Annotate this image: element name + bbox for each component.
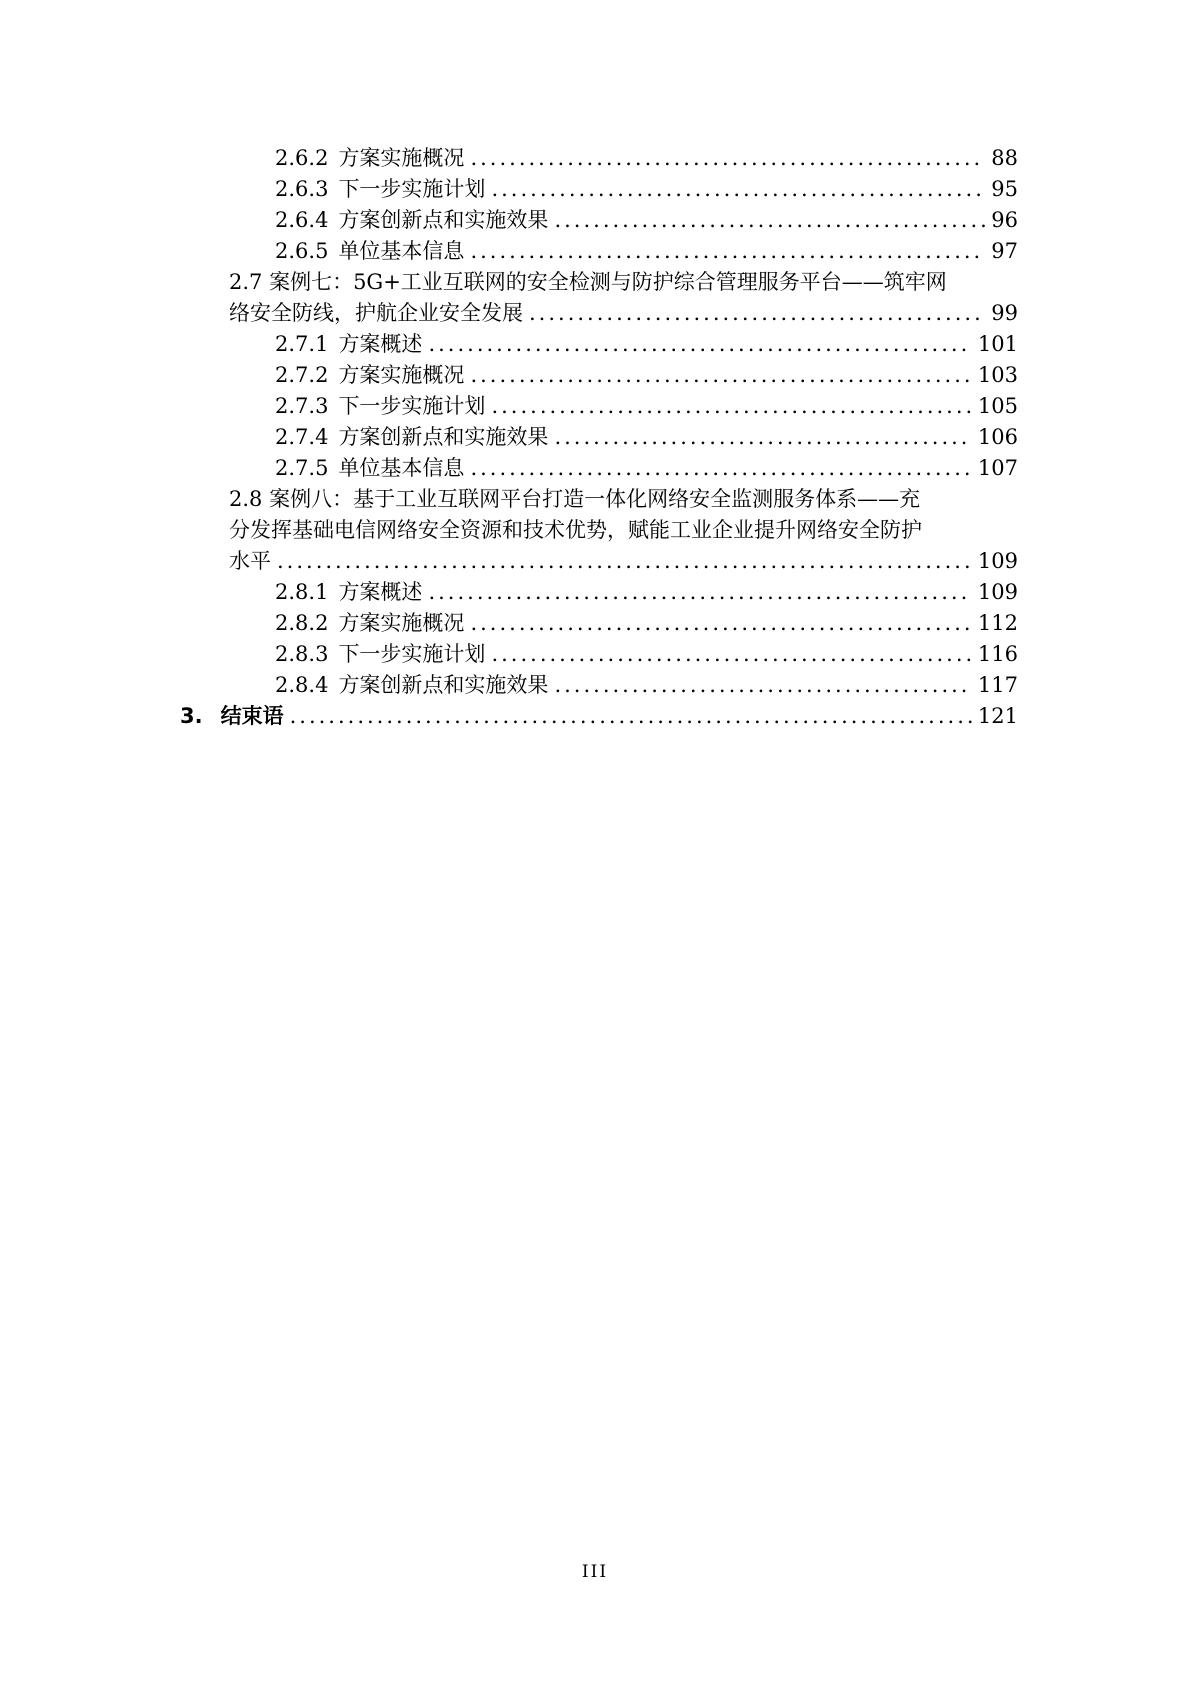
toc-entry-title: 方案概述 (338, 580, 423, 604)
toc-leader-dots (277, 546, 972, 577)
toc-leader-dots (491, 391, 971, 422)
toc-entry-2-7-5[interactable] (275, 453, 1018, 484)
toc-leader-dots (491, 174, 985, 205)
toc-entry-number: 2.7.5 (275, 456, 329, 480)
toc-entry-page: 107 (977, 456, 1018, 480)
toc-entry-number: 2.6.3 (275, 177, 329, 201)
toc-leader-dots (290, 701, 972, 732)
toc-entry-title: 单位基本信息 (338, 239, 465, 263)
toc-leader-dots (470, 236, 985, 267)
toc-entry-page: 106 (977, 425, 1018, 449)
toc-entry-2-8-4[interactable] (275, 670, 1018, 701)
toc-entry-title: 方案实施概况 (338, 611, 465, 635)
toc-entry-number: 2.8.4 (275, 673, 329, 697)
toc-entry-title: 下一步实施计划 (338, 394, 486, 418)
toc-entry-title: 方案创新点和实施效果 (338, 425, 549, 449)
toc-entry-number: 2.7.4 (275, 425, 329, 449)
toc-entry-number: 2.6.4 (275, 208, 329, 232)
toc-entry-number: 2.7.3 (275, 394, 329, 418)
toc-entry-page: 109 (977, 580, 1018, 604)
toc-leader-dots (428, 329, 971, 360)
toc-entry-title: 水平 (229, 549, 271, 573)
toc-entry-page: 97 (991, 239, 1018, 263)
toc-entry-2-8-2[interactable] (275, 608, 1018, 639)
toc-entry-page: 117 (977, 673, 1018, 697)
toc-entry-3[interactable] (180, 701, 1018, 732)
toc-leader-dots (470, 360, 971, 391)
toc-entry-title: 方案创新点和实施效果 (338, 208, 549, 232)
toc-entry-title: 下一步实施计划 (338, 177, 486, 201)
toc-entry-2-7-4[interactable] (275, 422, 1018, 453)
toc-entry-number: 2.6.2 (275, 146, 329, 170)
toc-entry-2-7-line1[interactable]: 2.7 案例七：5G+工业互联网的安全检测与防护综合管理服务平台——筑牢网 (229, 270, 947, 294)
toc-entry-number: 2.8.2 (275, 611, 329, 635)
toc-entry-page: 96 (991, 208, 1018, 232)
toc-entry-title: 单位基本信息 (338, 456, 465, 480)
toc-entry-2-8-line1[interactable]: 2.8 案例八：基于工业互联网平台打造一体化网络安全监测服务体系——充 (229, 487, 921, 511)
toc-entry-page: 109 (977, 549, 1018, 573)
toc-entry-page: 112 (977, 611, 1018, 635)
toc-entry-2-6-2[interactable] (275, 143, 1018, 174)
toc-entry-2-6-4[interactable] (275, 205, 1018, 236)
toc-entry-2-7-2[interactable] (275, 360, 1018, 391)
toc-entry-page: 101 (977, 332, 1018, 356)
toc-entry-2-7[interactable] (229, 298, 1018, 329)
toc-entry-number: 3. (180, 704, 203, 728)
toc-entry-2-7-1[interactable] (275, 329, 1018, 360)
toc-entry-2-6-5[interactable] (275, 236, 1018, 267)
toc-leader-dots (529, 298, 985, 329)
toc-entry-page: 103 (977, 363, 1018, 387)
toc-entry-2-8-line2[interactable]: 分发挥基础电信网络安全资源和技术优势，赋能工业企业提升网络安全防护 (229, 518, 922, 542)
toc-entry-2-8[interactable] (229, 546, 1018, 577)
toc-entry-number: 2.6.5 (275, 239, 329, 263)
page-number: III (581, 1562, 609, 1582)
toc-leader-dots (491, 639, 971, 670)
toc-entry-page: 88 (991, 146, 1018, 170)
toc-entry-number: 2.8.3 (275, 642, 329, 666)
toc-leader-dots (470, 453, 971, 484)
toc-entry-page: 99 (991, 301, 1018, 325)
toc-leader-dots (470, 143, 985, 174)
toc-leader-dots (554, 422, 971, 453)
toc-entry-title: 方案概述 (338, 332, 423, 356)
toc-leader-dots (554, 670, 971, 701)
toc-leader-dots (428, 577, 971, 608)
toc-entry-2-6-3[interactable] (275, 174, 1018, 205)
toc-entry-title: 结束语 (220, 704, 284, 728)
toc-entry-2-8-3[interactable] (275, 639, 1018, 670)
toc-entry-title: 络安全防线，护航企业安全发展 (229, 301, 523, 325)
toc-entry-2-7-3[interactable] (275, 391, 1018, 422)
toc-entry-title: 方案实施概况 (338, 146, 465, 170)
toc-entry-title: 方案创新点和实施效果 (338, 673, 549, 697)
toc-entry-2-8-1[interactable] (275, 577, 1018, 608)
toc-entry-number: 2.7.1 (275, 332, 329, 356)
toc-leader-dots (554, 205, 985, 236)
toc-entry-title: 方案实施概况 (338, 363, 465, 387)
toc-entry-page: 95 (991, 177, 1018, 201)
toc-entry-number: 2.7.2 (275, 363, 329, 387)
toc-entry-title: 下一步实施计划 (338, 642, 486, 666)
toc-entry-page: 116 (977, 642, 1018, 666)
toc-leader-dots (470, 608, 971, 639)
toc-entry-number: 2.8.1 (275, 580, 329, 604)
toc-entry-page: 121 (977, 704, 1018, 728)
toc-entry-page: 105 (977, 394, 1018, 418)
